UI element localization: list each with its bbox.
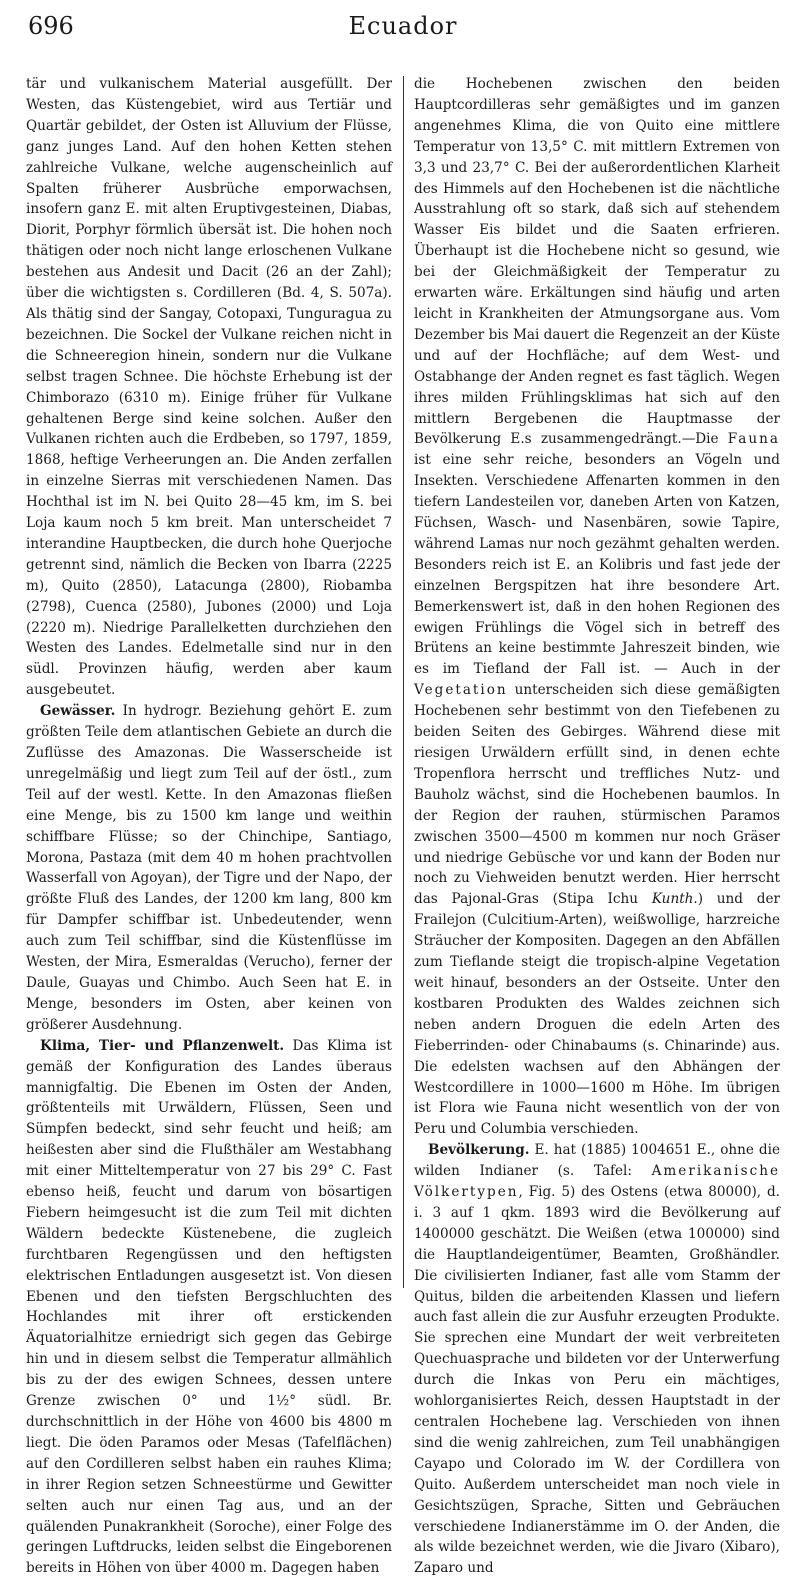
text-columns — [26, 74, 781, 1577]
column-divider — [403, 76, 404, 1288]
population-text-b: , Fig. 5) des Ostens (etwa 80000), d. i. 3 auf 1 qkm. 1893 wird die Bevölkerung auf 1400000 geschätzt. Die Weißen (etwa 100000) sind die Hauptlandeigentümer, Beamten, Großhändler. Die civilisierten Indianer, fast alle vom Stamm der Quitus, bilden die arbeitenden Klassen und liefern auch fast allein die zur Ausfuhr erzeugten Produkte. Sie sprechen eine Mundart der weit verbreiteten Quechuasprache und bildeten vor der Unterwerfung durch die Inkas von Peru ein mächtiges, wohlorganisiertes Reich, dessen Hauptstadt in der centralen Hochebene lag. Verschieden von ihnen sind die wenig zahlreichen, zum Teil unabhängigen Cayapo und Colorado im W. der Cordillera von Quito. Außerdem unterscheidet man noch viele in Gesichtszügen, Sprache, Sitten und Gebräuchen verschiedene Indianerstämme im O. der Anden, die als wilde bezeichnet werden, wie die Jivaro (Xibaro), Zaparo und — [414, 1184, 780, 1577]
paragraph-geology: tär und vulkanischem Material ausgefüllt. Der Westen, das Küstengebiet, wird aus Tertiär und Quartär gebildet, der Osten ist Alluvium der Flüsse, ganz junges Land. Auf den hohen Ketten stehen zahlreiche Vulkane, welche augenscheinlich auf Spalten früherer Ausbrüche emporwachsen, insofern ganz E. mit alten Eruptivgesteinen, Diabas, Diorit, Porphyr förmlich übersät ist. Die hohen noch thätigen oder noch nicht lange erloschenen Vulkane bestehen aus Andesit und Dacit (26 an der Zahl); über die wichtigsten s. Cordilleren (Bd. 4, S. 507a). Als thätig sind der Sangay, Cotopaxi, Tunguragua zu bezeichnen. Die Sockel der Vulkane reichen nicht in die Schneeregion hinein, sondern nur die Vulkane selbst tragen Schnee. Die höchste Erhebung ist der Chimborazo (6310 m). Einige früher für Vulkane gehaltenen Berge sind keine solchen. Außer den Vulkanen richten auch die Erdbeben, so 1797, 1859, 1868, heftige Verheerungen an. Die Anden zerfallen in einzelne Sierras mit verschiedenen Namen. Das Hochthal ist im N. bei Quito 28—45 km, im S. bei Loja kaum noch 5 km breit. Man unterscheidet 7 interandine Hauptbecken, die durch hohe Querjoche getrennt sind, nämlich die Becken von Ibarra (2225 m), Quito (2850), Latacunga (2800), Riobamba (2798), Cuenca (2580), Jubones (2000) und Loja (2220 m). Niedrige Parallelketten durchziehen den Westen des Landes. Edelmetalle sind nur in den südl. Provinzen häufig, werden aber kaum ausgebeutet. — [26, 76, 392, 699]
paragraph-population — [414, 1140, 780, 1579]
paragraph-waters-text: In hydrogr. Beziehung gehört E. zum größten Teile dem atlantischen Gebiete an durch die Zuflüsse des Amazonas. Die Wasserscheide ist unregelmäßig und liegt zum Teil auf der östl., zum Teil auf der westl. Kette. In den Amazonas fließen eine Menge, bis zu 1500 km lange und weithin schiffbare Flüsse; so der Chinchipe, Santiago, Morona, Pastaza (mit dem 40 m hohen prachtvollen Wasserfall von Agoyan), der Tigre und der Napo, der größte Fluß des Landes, der 1200 km lang, 800 km für Dampfer schiffbar ist. Unbedeutender, wenn auch zum Teil schiffbar, sind die Küstenflüsse im Westen, der Mira, Esmeraldas (Verucho), ferner der Daule, Guayas und Chimbo. Auch Seen hat E. in Menge, besonders im Osten, aber keinen von größerer Ausdehnung. — [26, 703, 392, 1033]
page-header — [28, 8, 778, 48]
plate-reference: Amerikanische Völkertypen — [414, 1163, 780, 1201]
vegetation-text-2: ) und der Frailejon (Culcitium-Arten), weißwollige, harzreiche Sträucher der Kompositen. Dagegen an den Abfällen zum Tieflande steigt die tropisch-alpine Vegetation weit hinauf, besonders an der Ostseite. Unter den kostbaren Produkten des Waldes zeichnen sich neben andern Droguen die edeln Arten des Fieberrinden- oder Chinabaums (s. Chinarinde) aus. Die edelsten wachsen auf den Abhängen der Westcordillere in 1000—1600 m Höhe. Im übrigen ist Flora wie Fauna nicht wesentlich von der von Peru und Columbia verschieden. — [414, 891, 781, 1138]
fauna-text: ist eine sehr reiche, besonders an Vögeln und Insekten. Verschiedene Affenarten kommen in den tiefern Landesteilen vor, daneben Arten von Katzen, Füchsen, Wasch- und Nasenbären, sowie Tapire, während Lamas nur noch gezähmt gehalten werden. Besonders reich ist E. an Kolibris und fast jede der einzelnen Bergspitzen hat ihre besondere Art. Bemerkenswert ist, daß in den hohen Regionen des ewigen Frühlings die Vögel sich in betreff des Brütens an keine bestimmte Jahreszeit binden, wie es im Tiefland der Fall ist. — Auch in der — [414, 452, 780, 678]
paragraph-climate-text: Das Klima ist gemäß der Konfiguration des Landes überaus mannigfaltig. Die Ebenen im Osten der Anden, größtenteils mit Urwäldern, Flüssen, Seen und Sümpfen bedeckt, sind sehr feucht und heiß; am heißesten aber sind die Flußthäler am Westabhang mit einer Mitteltemperatur von 27 bis 29° C. Fast ebenso heiß, feucht und darum von bösartigen Fiebern heimgesucht ist die zum Teil mit dichten Wäldern bedeckte Küstenebene, die zugleich furchtbaren Regengüssen und den heftigsten elektrischen Entladungen ausgesetzt ist. Von diesen Ebenen und den tiefsten Bergschluchten des Hochlandes mit ihrer oft erstickenden Äquatorialhitze erniedrigt sich gegen das Gebirge hin und in diesem selbst die Temperatur allmählich bis zu der des ewigen Schnees, dessen untere Grenze zwischen 0° und 1½° südl. Br. durchschnittlich in der Höhe von 4600 bis 4800 m liegt. Die öden Paramos oder Mesas (Tafelflächen) auf den Cordilleren selbst haben ein rauhes Klima; in ihrer Region setzen Schneestürme und Gewitter selten auch nur einen Tag aus, und an der quälenden Punakrankheit (Soroche), einer Folge des geringen Luftdrucks, leiden selbst die Eingeborenen bereits in Höhen von über 4000 m. Dagegen haben — [26, 1037, 392, 1577]
section-heading-population: Bevölkerung. — [428, 1142, 530, 1159]
right-column — [414, 74, 781, 1577]
term-fauna: Fauna — [727, 431, 780, 448]
climate-continued-text: die Hochebenen zwischen den beiden Hauptcordilleras sehr gemäßigtes und im ganzen angenehmes Klima, die von Quito eine mittlere Temperatur von 13,5° C. mit mittlern Extremen von 3,3 und 23,7° C. Bei der außerordentlichen Klarheit des Himmels auf den Hochebenen ist die nächtliche Ausstrahlung oft so stark, daß sich auf stehendem Wasser Eis bildet und die Saaten erfrieren. Überhaupt ist die Hochebene nicht so gesund, wie bei der Gleichmäßigkeit der Temperatur zu erwarten wäre. Erkältungen sind häufig und arten leicht in Krankheiten der Atmungsorgane aus. Vom Dezember bis Mai dauert die Regenzeit an der Küste und auf der Hochfläche; auf dem West- und Ostabhange der Anden regnet es fast täglich. Wegen ihres milden Frühlingsklimas hat sich auf den mittlern Bergebenen die Hauptmasse der Bevölkerung E.s zusammengedrängt.—Die — [414, 76, 780, 448]
section-heading-climate: Klima, Tier- und Pflanzenwelt. — [40, 1037, 285, 1054]
left-column — [26, 74, 392, 1577]
running-head-title: Ecuador — [348, 12, 458, 40]
author-kunth: Kunth. — [651, 891, 698, 908]
page-number: 696 — [28, 12, 74, 40]
section-heading-waters: Gewässer. — [40, 703, 116, 720]
population-text-a: E. hat (1885) 1004651 E., ohne die wilden Indianer (s. Tafel: — [414, 1142, 780, 1180]
paragraph-waters — [26, 701, 392, 1036]
paragraph-climate-continued — [414, 74, 780, 1140]
term-vegetation: Vegetation — [414, 682, 508, 699]
paragraph-climate — [26, 1036, 392, 1579]
vegetation-text: unterscheiden sich diese gemäßigten Hochebenen sehr bestimmt von den Tiefebenen zu beiden Seiten des Gebirges. Während diese mit riesigen Urwäldern erfüllt sind, in denen echte Tropenflora herrscht und treffliches Nutz- und Bauholz wächst, sind die Hochebenen baumlos. In der Region der rauhen, stürmischen Paramos zwischen 3500—4500 m kommen nur noch Gräser und niedrige Gebüsche vor und kann der Boden nur noch zu Viehweiden benutzt werden. Hier herrscht das Pajonal-Gras (Stipa Ichu — [414, 682, 780, 908]
